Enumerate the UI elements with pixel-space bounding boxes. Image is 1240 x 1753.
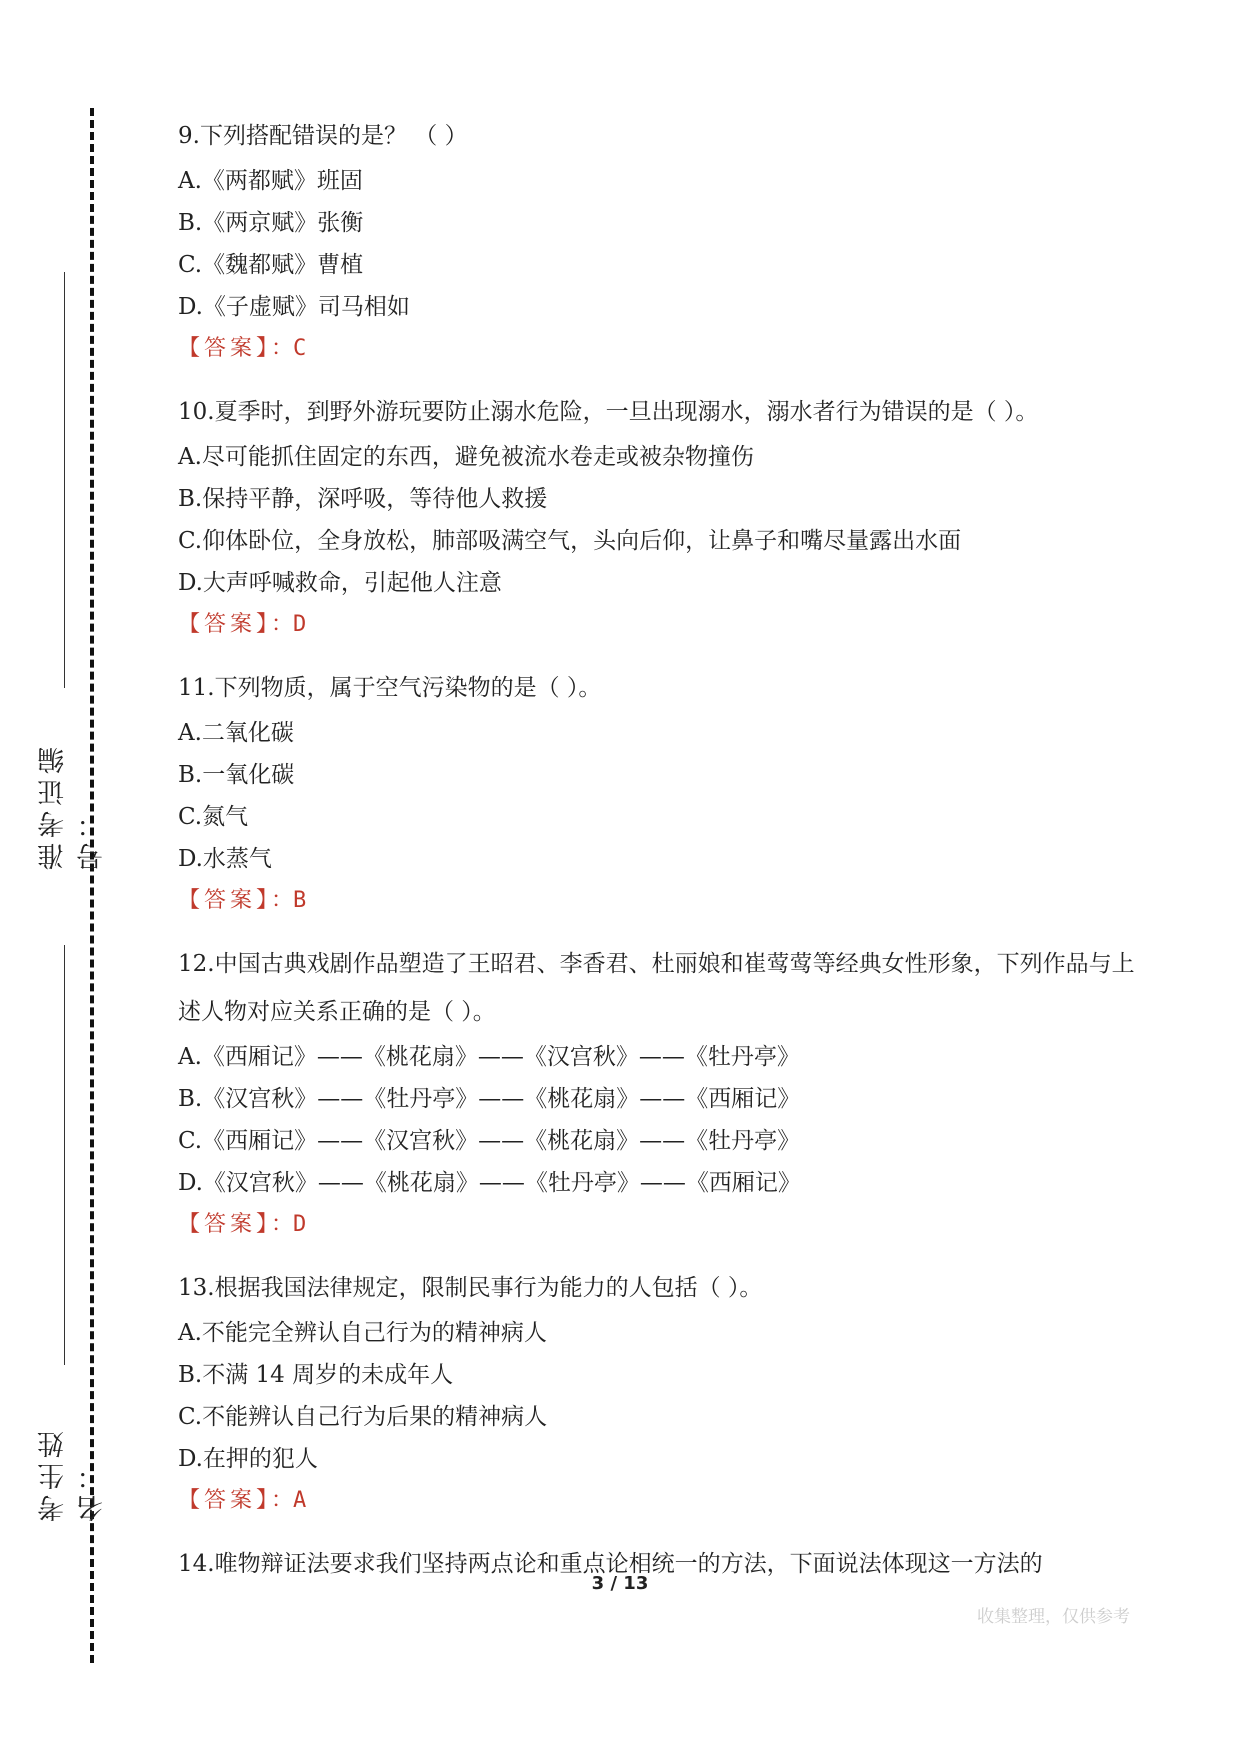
option-d: D.大声呼喊救命，引起他人注意 bbox=[178, 570, 502, 596]
option-b: B.一氧化碳 bbox=[178, 762, 295, 788]
option-b: B.保持平静，深呼吸，等待他人救援 bbox=[178, 486, 548, 512]
candidate-name-label: 考生姓名： bbox=[38, 1426, 108, 1522]
answer-value: ：C bbox=[271, 336, 307, 361]
answer-label: 【答案】 bbox=[178, 612, 272, 637]
question-9 bbox=[178, 112, 1138, 370]
option-c: C.《西厢记》——《汉宫秋》——《桃花扇》——《牡丹亭》 bbox=[178, 1128, 801, 1154]
option-a: A.《两都赋》班固 bbox=[178, 168, 363, 194]
option-a: A.不能完全辨认自己行为的精神病人 bbox=[178, 1320, 547, 1346]
question-stem: 12.中国古典戏剧作品塑造了王昭君、李香君、杜丽娘和崔莺莺等经典女性形象，下列作品与上述人物对应关系正确的是（ ）。 bbox=[178, 951, 1135, 1025]
question-11 bbox=[178, 664, 1138, 922]
answer-value: ：D bbox=[271, 612, 307, 637]
option-b: B.《两京赋》张衡 bbox=[178, 210, 364, 236]
answer-value: ：B bbox=[271, 888, 307, 913]
answer-line bbox=[178, 604, 1138, 646]
question-list bbox=[178, 112, 1138, 1606]
option-d: D.水蒸气 bbox=[178, 846, 272, 872]
question-stem: 13.根据我国法律规定，限制民事行为能力的人包括（ ）。 bbox=[178, 1275, 763, 1301]
option-c: C.不能辨认自己行为后果的精神病人 bbox=[178, 1404, 548, 1430]
question-stem: 10.夏季时，到野外游玩要防止溺水危险，一旦出现溺水，溺水者行为错误的是（ ）。 bbox=[178, 399, 1039, 425]
answer-line bbox=[178, 1204, 1138, 1246]
question-13 bbox=[178, 1264, 1138, 1522]
exam-number-fill-line bbox=[64, 272, 65, 688]
answer-label: 【答案】 bbox=[178, 888, 272, 913]
option-a: A.《西厢记》——《桃花扇》——《汉宫秋》——《牡丹亭》 bbox=[178, 1044, 800, 1070]
option-d: D.《汉宫秋》——《桃花扇》——《牡丹亭》——《西厢记》 bbox=[178, 1170, 801, 1196]
option-d: D.《子虚赋》司马相如 bbox=[178, 294, 410, 320]
cut-line bbox=[90, 108, 94, 1663]
answer-value: ：D bbox=[271, 1212, 307, 1237]
question-stem: 9.下列搭配错误的是？ （ ） bbox=[178, 123, 468, 149]
answer-label: 【答案】 bbox=[178, 1212, 272, 1237]
option-a: A.二氧化碳 bbox=[178, 720, 294, 746]
question-stem: 14.唯物辩证法要求我们坚持两点论和重点论相统一的方法，下面说法体现这一方法的 bbox=[178, 1551, 1043, 1577]
page-number: 3 / 13 bbox=[591, 1573, 649, 1594]
option-c: C.《魏都赋》曹植 bbox=[178, 252, 364, 278]
option-b: B.不满 14 周岁的未成年人 bbox=[178, 1362, 454, 1388]
answer-label: 【答案】 bbox=[178, 336, 272, 361]
question-12 bbox=[178, 940, 1138, 1246]
option-d: D.在押的犯人 bbox=[178, 1446, 318, 1472]
answer-line bbox=[178, 328, 1138, 370]
option-c: C.仰体卧位，全身放松，肺部吸满空气，头向后仰，让鼻子和嘴尽量露出水面 bbox=[178, 528, 962, 554]
watermark: 收集整理，仅供参考 bbox=[977, 1607, 1130, 1627]
question-stem: 11.下列物质，属于空气污染物的是（ ）。 bbox=[178, 675, 602, 701]
question-10 bbox=[178, 388, 1138, 646]
answer-line bbox=[178, 880, 1138, 922]
name-fill-line bbox=[64, 945, 65, 1365]
answer-value: ：A bbox=[271, 1488, 307, 1513]
option-b: B.《汉宫秋》——《牡丹亭》——《桃花扇》——《西厢记》 bbox=[178, 1086, 801, 1112]
option-a: A.尽可能抓住固定的东西，避免被流水卷走或被杂物撞伤 bbox=[178, 444, 754, 470]
answer-label: 【答案】 bbox=[178, 1488, 272, 1513]
answer-line bbox=[178, 1480, 1138, 1522]
exam-number-label: 准考证编号： bbox=[38, 742, 108, 870]
option-c: C.氮气 bbox=[178, 804, 249, 830]
